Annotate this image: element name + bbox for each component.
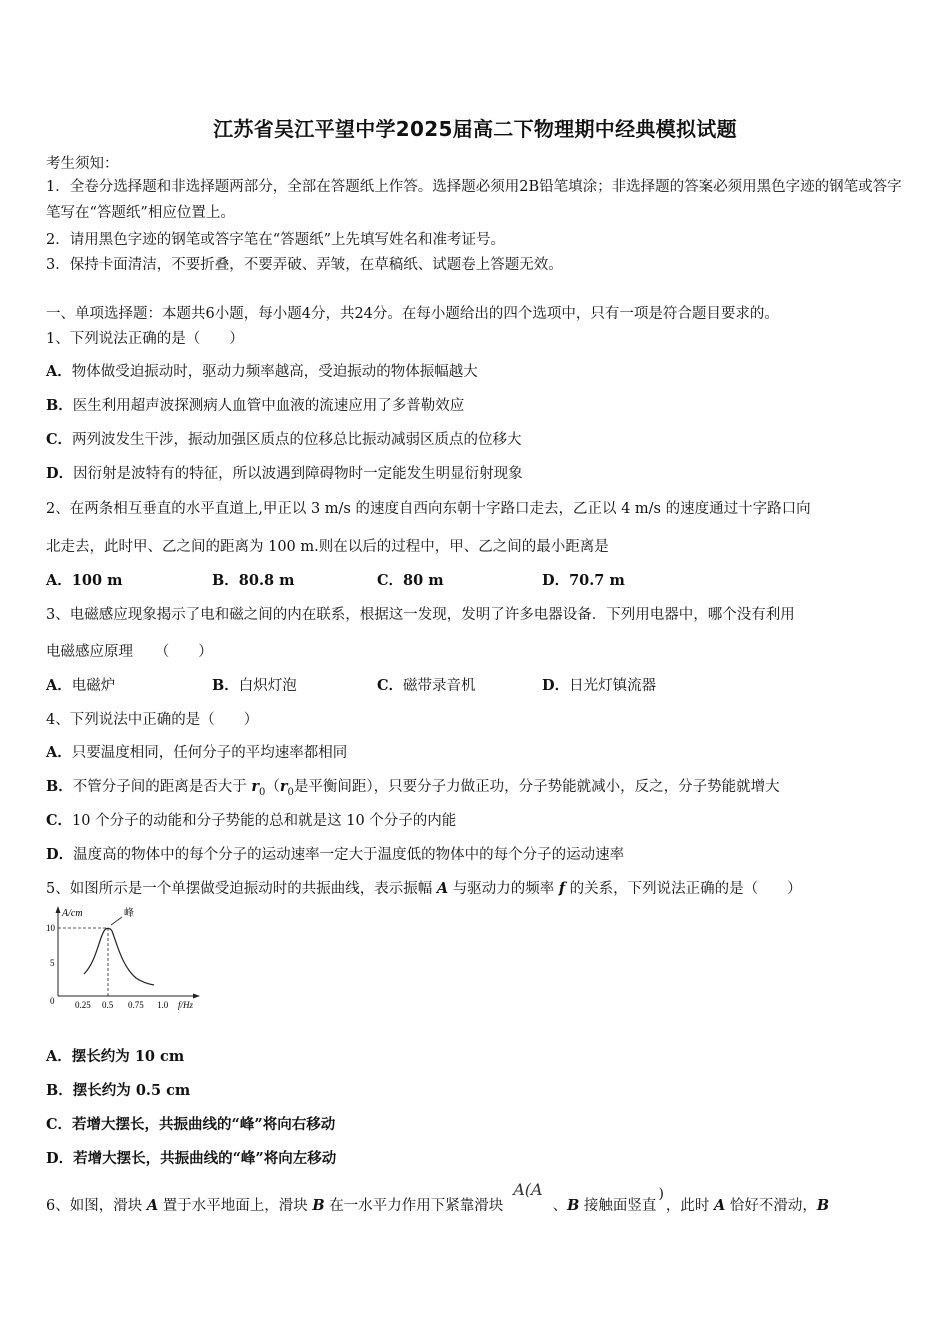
option-label: D． xyxy=(46,465,74,482)
question-3-option-c[interactable]: C．磁带录音机 xyxy=(377,677,476,694)
closing-paren: ) xyxy=(658,1186,664,1202)
question-5-stem: 5、如图所示是一个单摆做受迫振动时的共振曲线，表示振幅 A 与驱动力的频率 f 的关系，下列说法正确的是（ ） xyxy=(46,880,802,897)
notice-item-1: 1．全卷分选择题和非选择题两部分，全部在答题纸上作答。选择题必须用2B铅笔填涂；非选择题的答案必须用黑色字迹的钢笔或答字笔写在“答题纸”相应位置上。 xyxy=(46,179,902,221)
resonance-curve xyxy=(84,928,154,985)
question-4-option-c[interactable]: C．10 个分子的动能和分子势能的总和就是这 10 个分子的内能 xyxy=(46,812,457,829)
question-2-stem-line-1: 2、在两条相互垂直的水平直道上,甲正以 3 m/s 的速度自西向东朝十字路口走去，乙正以 4 m/s 的速度通过十字路口向 xyxy=(46,501,811,517)
question-5-option-c[interactable]: C．若增大摆长，共振曲线的“峰”将向右移动 xyxy=(46,1116,336,1133)
section-heading: 一、单项选择题：本题共6小题，每小题4分，共24分。在每小题给出的四个选项中，只有一项是符合题目要求的。 xyxy=(46,306,779,322)
option-text: 两列波发生干涉，振动加强区质点的位移总比振动减弱区质点的位移大 xyxy=(72,432,522,448)
notice-heading: 考生须知： xyxy=(46,156,119,172)
question-4-stem: 4、下列说法中正确的是（ ） xyxy=(46,712,259,728)
x-tick-0-25: 0.25 xyxy=(75,1000,91,1010)
y-tick-0: 0 xyxy=(50,996,55,1006)
x-tick-1-0: 1.0 xyxy=(157,1000,169,1010)
y-tick-10: 10 xyxy=(46,923,55,933)
question-3-stem-line-1: 3、电磁感应现象揭示了电和磁之间的内在联系，根据这一发现，发明了许多电器设备．下列用电器中，哪个没有利用 xyxy=(46,607,795,623)
question-3-option-b[interactable]: B．白炽灯泡 xyxy=(212,677,297,694)
question-4-option-d[interactable]: D．温度高的物体中的每个分子的运动速率一定大于温度低的物体中的每个分子的运动速率 xyxy=(46,846,625,863)
question-2-option-a[interactable]: A．100 m xyxy=(46,572,123,589)
question-1-option-d[interactable] xyxy=(46,462,523,483)
option-label: C． xyxy=(46,431,73,448)
x-axis-arrow-icon xyxy=(193,994,200,999)
question-5-option-b[interactable]: B．摆长约为 0.5 cm xyxy=(46,1082,191,1099)
x-tick-0-5: 0.5 xyxy=(102,1000,114,1010)
option-label: B． xyxy=(46,397,73,414)
page-title: 江苏省吴江平望中学2025届高二下物理期中经典模拟试题 xyxy=(213,117,737,141)
question-5-option-a[interactable]: A．摆长约为 10 cm xyxy=(46,1048,185,1065)
formula-a-paren: A(A xyxy=(513,1180,543,1199)
option-text: 医生利用超声波探测病人血管中血液的流速应用了多普勒效应 xyxy=(72,398,465,414)
option-label: A． xyxy=(46,363,72,380)
y-axis-label: A/cm xyxy=(62,908,83,919)
peak-pointer xyxy=(111,917,122,925)
notice-item-2: 2．请用黑色字迹的钢笔或答字笔在“答题纸”上先填写姓名和准考证号。 xyxy=(46,232,506,248)
question-3-option-a[interactable]: A．电磁炉 xyxy=(46,677,116,694)
peak-label: 峰 xyxy=(124,908,134,919)
question-6-stem: 6、如图，滑块 A 置于水平地面上，滑块 B 在一水平力作用下紧靠滑块A(A、B 接触面竖直)，此时 A 恰好不滑动，B xyxy=(46,1180,830,1214)
option-text: 因衍射是波特有的特征，所以波遇到障碍物时一定能发生明显衍射现象 xyxy=(73,466,523,482)
notice-item-3: 3．保持卡面清洁，不要折叠，不要弄破、弄皱，在草稿纸、试题卷上答题无效。 xyxy=(46,257,563,273)
question-2-option-d[interactable]: D．70.7 m xyxy=(542,572,625,589)
resonance-curve-graph xyxy=(44,904,214,1016)
question-5-option-d[interactable]: D．若增大摆长，共振曲线的“峰”将向左移动 xyxy=(46,1150,337,1167)
question-2-option-b[interactable]: B．80.8 m xyxy=(212,572,295,589)
question-2-stem-line-2: 北走去，此时甲、乙之间的距离为 100 m.则在以后的过程中，甲、乙之间的最小距离是 xyxy=(46,539,609,555)
question-1-option-b[interactable] xyxy=(46,394,464,415)
question-4-option-a[interactable]: A．只要温度相同，任何分子的平均速率都相同 xyxy=(46,744,348,761)
x-axis-label: f/Hz xyxy=(178,1000,194,1010)
y-tick-5: 5 xyxy=(50,958,55,968)
question-3-option-d[interactable]: D．日光灯镇流器 xyxy=(542,677,657,694)
y-axis-arrow-icon xyxy=(56,906,61,913)
question-1-option-c[interactable] xyxy=(46,428,522,449)
question-4-option-b[interactable]: B．不管分子间的距离是否大于 $r_0(r_0$是平衡间距），只要分子力做正功，分子势能就减小，反之，分子势能就增大 xyxy=(46,778,780,798)
x-tick-0-75: 0.75 xyxy=(128,1000,144,1010)
option-text: 物体做受迫振动时，驱动力频率越高，受迫振动的物体振幅越大 xyxy=(71,364,478,380)
question-1-option-a[interactable] xyxy=(46,360,478,381)
question-1-stem: 1、下列说法正确的是（ ） xyxy=(46,331,244,347)
question-3-stem-line-2: 电磁感应原理 （ ） xyxy=(46,644,213,660)
question-2-option-c[interactable]: C．80 m xyxy=(377,572,444,589)
